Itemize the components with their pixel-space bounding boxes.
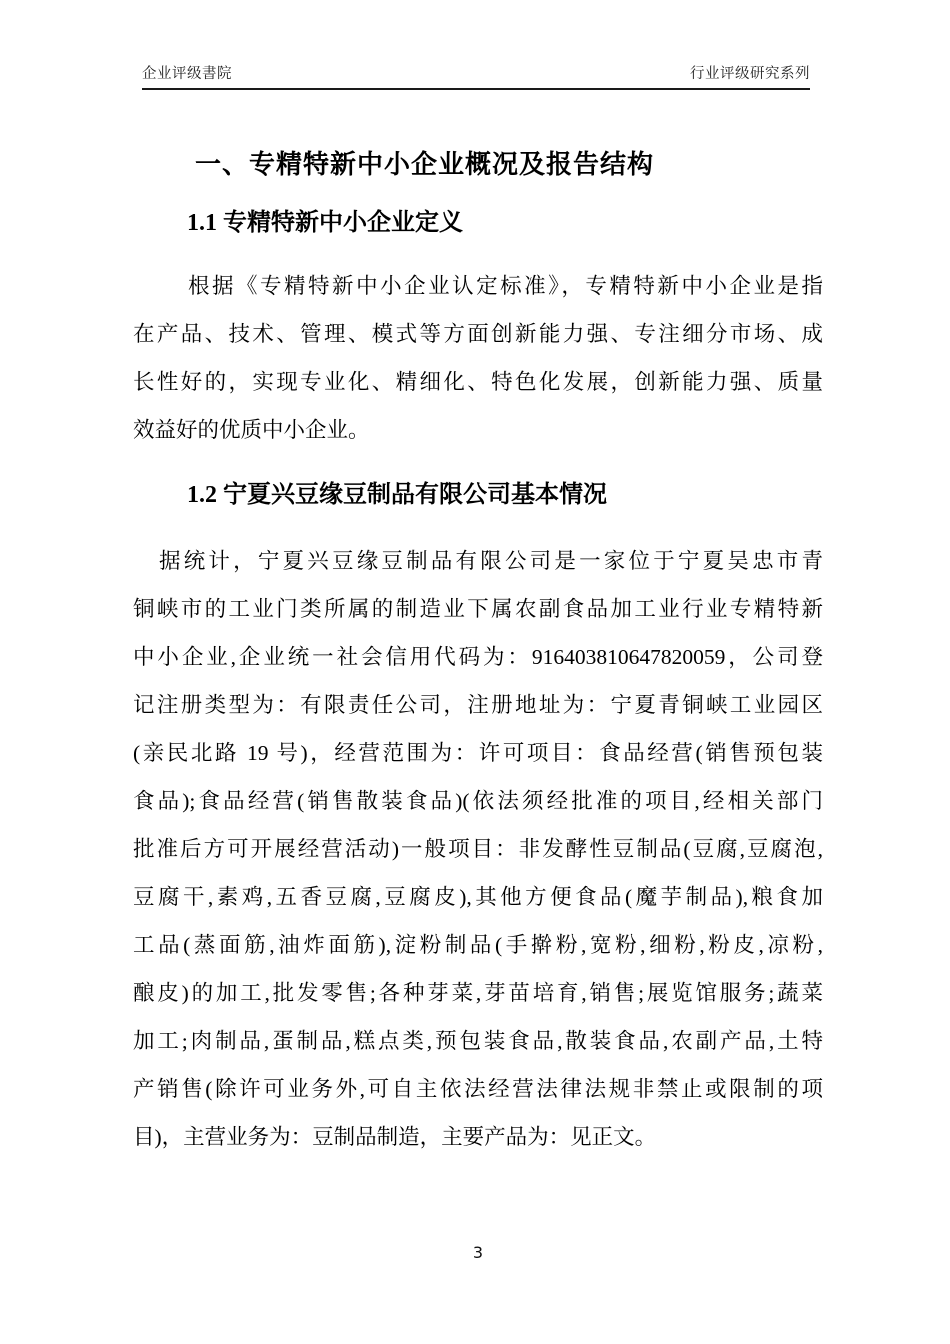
- text-line: 记注册类型为：有限责任公司，注册地址为：宁夏青铜峡工业园区: [133, 693, 823, 717]
- section-1-1-heading: 1.1 专精特新中小企业定义: [187, 210, 463, 236]
- text-line: 在产品、技术、管理、模式等方面创新能力强、专注细分市场、成: [133, 322, 823, 346]
- text-line: 批准后方可开展经营活动)一般项目：非发酵性豆制品(豆腐,豆腐泡,: [133, 837, 823, 861]
- document-content: [133, 0, 823, 1161]
- text-line: 食品);食品经营(销售散装食品)(依法须经批准的项目,经相关部门: [133, 789, 823, 813]
- page-number: 3: [472, 1243, 484, 1262]
- text-line: 根据《专精特新中小企业认定标准》，专精特新中小企业是指: [188, 274, 823, 298]
- text-line: (亲民北路 19 号)，经营范围为：许可项目：食品经营(销售预包装: [133, 741, 823, 765]
- paragraph-definition: [133, 262, 823, 454]
- header-right-text: 行业评级研究系列: [690, 66, 810, 82]
- section-1-2-heading: 1.2 宁夏兴豆缘豆制品有限公司基本情况: [187, 482, 607, 508]
- text-line: 工品(蒸面筋,油炸面筋),淀粉制品(手擀粉,宽粉,细粉,粉皮,凉粉,: [133, 933, 823, 957]
- header-left-text: 企业评级書院: [142, 66, 232, 82]
- text-line: 据统计，宁夏兴豆缘豆制品有限公司是一家位于宁夏吴忠市青: [159, 549, 823, 573]
- text-line: 中小企业,企业统一社会信用代码为：916403810647820059，公司登: [133, 645, 823, 669]
- text-line: 效益好的优质中小企业。: [133, 418, 370, 442]
- paragraph-company-info: [133, 537, 823, 1161]
- text-line: 产销售(除许可业务外,可自主依法经营法律法规非禁止或限制的项: [133, 1077, 823, 1101]
- text-line: 目)，主营业务为：豆制品制造，主要产品为：见正文。: [133, 1125, 657, 1149]
- chapter-title: 一、专精特新中小企业概况及报告结构: [195, 150, 655, 179]
- text-line: 豆腐干,素鸡,五香豆腐,豆腐皮),其他方便食品(魔芋制品),粮食加: [133, 885, 823, 909]
- text-line: 铜峡市的工业门类所属的制造业下属农副食品加工业行业专精特新: [133, 597, 823, 621]
- text-line: 酿皮)的加工,批发零售;各种芽菜,芽苗培育,销售;展览馆服务;蔬菜: [133, 981, 823, 1005]
- text-line: 加工;肉制品,蛋制品,糕点类,预包装食品,散装食品,农副产品,土特: [133, 1029, 823, 1053]
- text-line: 长性好的，实现专业化、精细化、特色化发展，创新能力强、质量: [133, 370, 823, 394]
